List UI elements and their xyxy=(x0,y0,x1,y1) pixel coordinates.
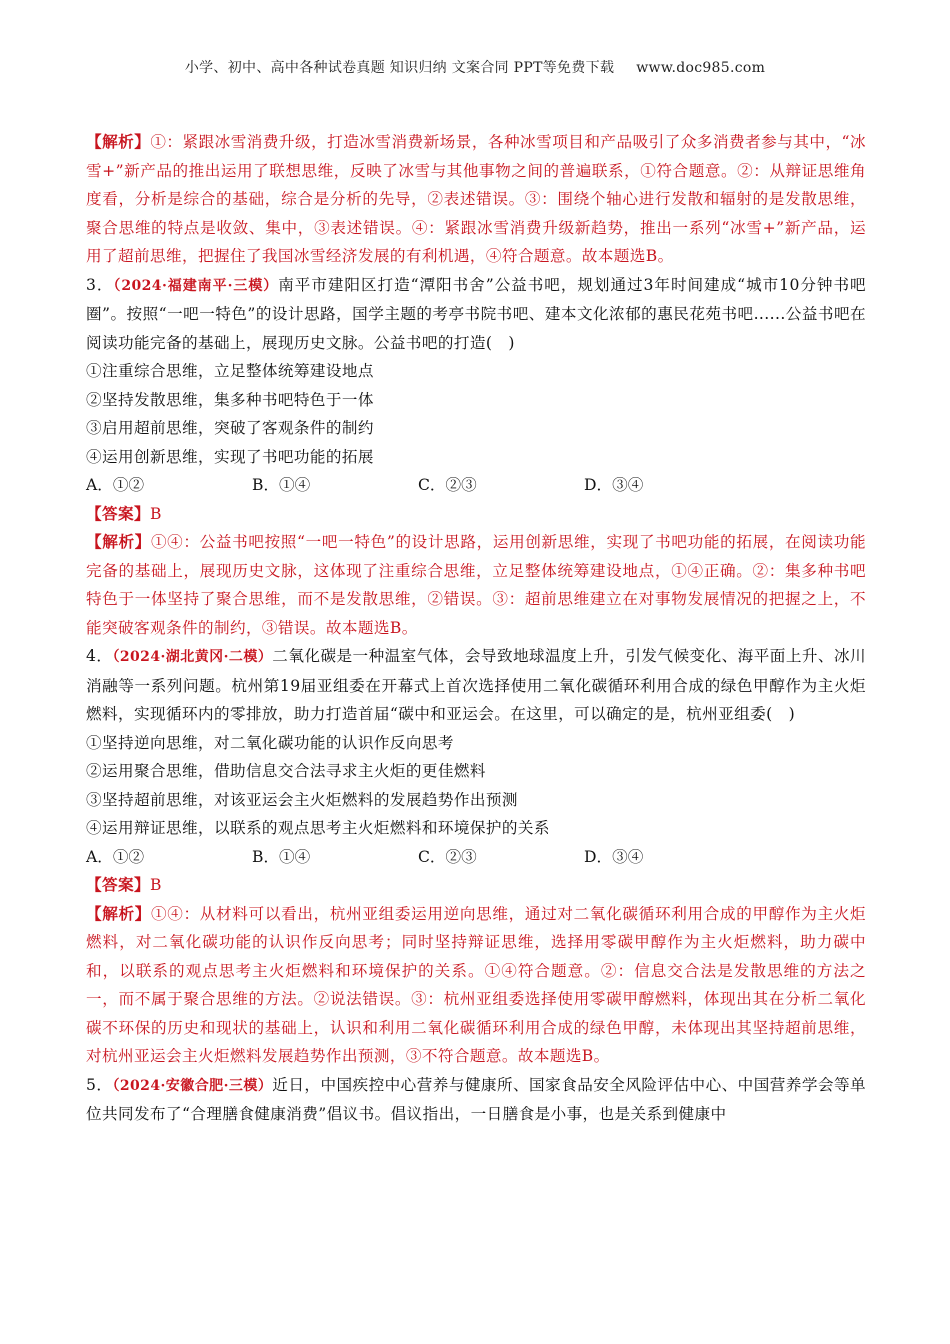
option-b: B．①④ xyxy=(252,476,311,494)
analysis-tag: 【解析】 xyxy=(86,903,152,923)
question-5-stem xyxy=(86,1071,866,1129)
analysis-text: ①：紧跟冰雪消费升级，打造冰雪消费新场景，各种冰雪项目和产品吸引了众多消费者参与其中，“冰雪+”新产品的推出运用了联想思维，反映了冰雪与其他事物之间的普遍联系，①符合题意。②：从辩证思维角度看，分析是综合的基础，综合是分析的先导，②表述错误。③：围绕个轴心进行发散和辐射的是发散思维，聚合思维的特点是收敛、集中，③表述错误。④：紧跟冰雪消费升级新趋势，推出一系列“冰雪+”新产品，运用了超前思维，把握住了我国冰雪经济发展的有利机遇，④符合题意。故本题选B。 xyxy=(86,133,866,265)
analysis-tag: 【解析】 xyxy=(86,532,151,551)
question-4-options xyxy=(86,843,866,872)
question-number: 4． xyxy=(86,647,113,665)
header-text: 小学、初中、高中各种试卷真题 知识归纳 文案合同 PPT等免费下载 xyxy=(184,60,615,76)
answer-tag: 【答案】 xyxy=(86,503,150,523)
question-4-item-3: ③坚持超前思维，对该亚运会主火炬燃料的发展趋势作出预测 xyxy=(86,790,518,809)
analysis-text: ①④：公益书吧按照“一吧一特色”的设计思路，运用创新思维，实现了书吧功能的拓展，在阅读功能完备的基础上，展现历史文脉，这体现了注重综合思维，立足整体统筹建设地点，①④正确。②：集多种书吧特色于一体坚持了聚合思维，而不是发散思维，②错误。③：超前思维建立在对事物发展情况的把握之上，不能突破客观条件的制约，③错误。故本题选B。 xyxy=(86,533,866,637)
question-3-item-2: ②坚持发散思维，集多种书吧特色于一体 xyxy=(86,390,374,409)
question-4-item-1: ①坚持逆向思维，对二氧化碳功能的认识作反向思考 xyxy=(86,733,454,752)
question-3-item-4: ④运用创新思维，实现了书吧功能的拓展 xyxy=(86,447,374,466)
option-a: A．①② xyxy=(86,847,145,866)
question-3-item-3: ③启用超前思维，突破了客观条件的制约 xyxy=(86,419,374,437)
answer-value: B xyxy=(149,876,162,894)
question-3-stem xyxy=(86,271,866,358)
option-a: A．①② xyxy=(86,476,145,494)
question-4-item-4: ④运用辩证思维，以联系的观点思考主火炬燃料和环境保护的关系 xyxy=(86,819,550,837)
question-number: 3． xyxy=(86,275,114,294)
document-body xyxy=(86,128,866,1129)
page-header xyxy=(0,57,950,77)
question-4-stem xyxy=(86,642,866,729)
question-4-analysis xyxy=(86,900,866,1071)
analysis-tag: 【解析】 xyxy=(86,132,151,151)
analysis-text: ①④：从材料可以看出，杭州亚组委运用逆向思维，通过对二氧化碳循环利用合成的甲醇作为主火炬燃料，对二氧化碳功能的认识作反向思考；同时坚持辩证思维，选择用零碳甲醇作为主火炬燃料，助力碳中和，以联系的观点思考主火炬燃料和环境保护的关系。①④符合题意。②：信息交合法是发散思维的方法之一，而不属于聚合思维的方法。②说法错误。③：杭州亚组委选择使用零碳甲醇燃料，体现出其在分析二氧化碳不环保的历史和现状的基础上，认识和利用二氧化碳循环利用合成的绿色甲醇，未体现出其坚持超前思维，对杭州亚运会主火炬燃料发展趋势作出预测，③不符合题意。故本题选B。 xyxy=(86,904,866,1065)
option-b: B．①④ xyxy=(252,847,311,866)
question-number: 5． xyxy=(86,1075,113,1094)
answer-value: B xyxy=(149,504,162,523)
option-d: D．③④ xyxy=(584,476,644,494)
question-stem-text: 二氧化碳是一种温室气体，会导致地球温度上升，引发气候变化、海平面上升、冰川消融等一系列问题。杭州第19届亚组委在开幕式上首次选择使用二氧化碳循环利用合成的绿色甲醇作为主火炬燃料，实现循环内的零排放，助力打造首届“碳中和亚运会。在这里，可以确定的是，杭州亚组委( ) xyxy=(86,647,866,723)
question-3-item-1: ①注重综合思维，立足整体统筹建设地点 xyxy=(86,362,374,380)
option-c: C．②③ xyxy=(418,476,477,494)
option-d: D．③④ xyxy=(584,847,644,866)
question-source: （2024·湖北黄冈·二模） xyxy=(112,649,273,665)
answer-tag: 【答案】 xyxy=(86,875,150,894)
prev-analysis xyxy=(86,128,866,271)
question-3-options xyxy=(86,471,866,500)
header-site-link[interactable]: www.doc985.com xyxy=(636,60,766,76)
question-source: （2024·福建南平·三模） xyxy=(113,277,279,294)
question-source: （2024·安徽合肥·三模） xyxy=(112,1077,273,1094)
question-3-answer xyxy=(86,500,866,529)
question-4-answer xyxy=(86,871,866,900)
question-stem-text: 南平市建阳区打造“潭阳书舍”公益书吧，规划通过3年时间建成“城市10分钟书吧圈”。按照“一吧一特色”的设计思路，国学主题的考亭书院书吧、建本文化浓郁的惠民花苑书吧......公益书吧在阅读功能完备的基础上，展现历史文脉。公益书吧的打造( ) xyxy=(86,275,866,352)
option-c: C．②③ xyxy=(418,847,477,866)
question-stem-text: 近日，中国疾控中心营养与健康所、国家食品安全风险评估中心、中国营养学会等单位共同发布了“合理膳食健康消费”倡议书。倡议指出，一日膳食是小事，也是关系到健康中 xyxy=(86,1075,866,1123)
question-4-item-2: ②运用聚合思维，借助信息交合法寻求主火炬的更佳燃料 xyxy=(86,762,486,780)
question-3-analysis xyxy=(86,528,866,642)
